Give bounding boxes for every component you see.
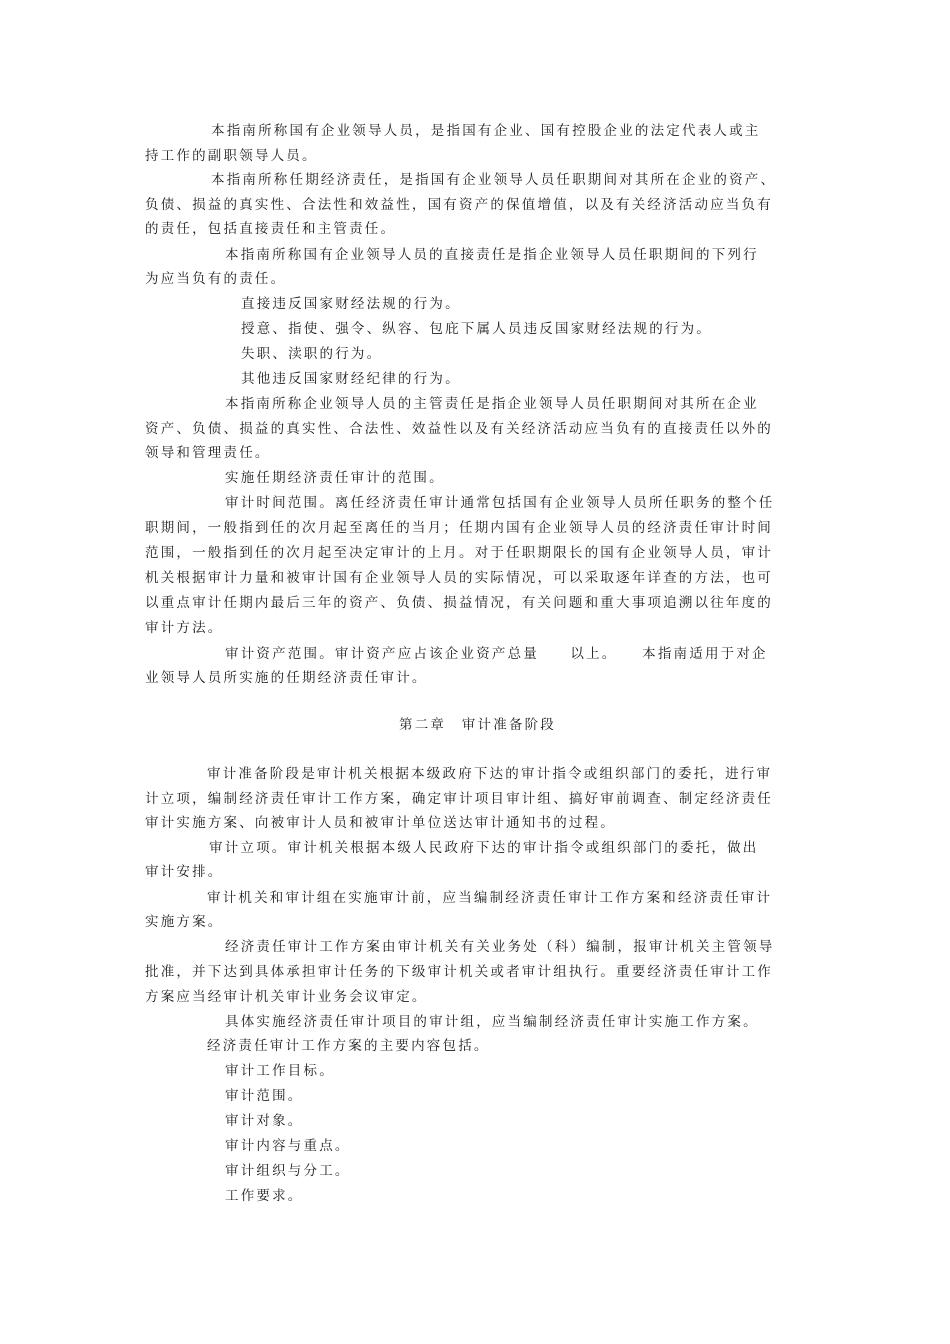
- text-line: 机关根据审计力量和被审计国有企业领导人员的实际情况，可以采取逐年详查的方法，也可: [145, 570, 773, 586]
- text-line: 审计时间范围。离任经济责任审计通常包括国有企业领导人员所任职务的整个任: [225, 495, 775, 511]
- text-line: 本指南所称国有企业领导人员的直接责任是指企业领导人员任职期间的下列行: [225, 247, 759, 263]
- text-line: 批准，并下达到具体承担审计任务的下级审计机关或者审计组执行。重要经济责任审计工作: [145, 964, 773, 980]
- text-line: 实施任期经济责任审计的范围。: [225, 470, 445, 486]
- text-line: 审计范围。: [225, 1088, 304, 1104]
- text-line: 本指南所称任期经济责任，是指国有企业领导人员任职期间对其所在企业的资产、: [211, 172, 777, 188]
- text-line: 职期间，一般指到任的次月起至离任的当月；任期内国有企业领导人员的经济责任审计时间: [145, 520, 773, 536]
- text-line: 审计安排。: [145, 864, 224, 880]
- text-line: 工作要求。: [225, 1188, 304, 1204]
- text-line: 审计方法。: [145, 620, 224, 636]
- text-line: 失职、渎职的行为。: [241, 346, 383, 362]
- text-line: 为应当负有的责任。: [145, 271, 287, 287]
- text-line: 授意、指使、强令、纵容、包庇下属人员违反国家财经法规的行为。: [241, 321, 712, 337]
- chapter-heading: 第二章 审计准备阶段: [399, 717, 556, 733]
- text-line: 其他违反国家财经纪律的行为。: [241, 371, 461, 387]
- text-line: 本指南所称国有企业领导人员，是指国有企业、国有控股企业的法定代表人或主: [211, 123, 761, 139]
- text-line: 审计机关和审计组在实施审计前，应当编制经济责任审计工作方案和经济责任审计: [207, 890, 773, 906]
- text-line: 业领导人员所实施的任期经济责任审计。: [145, 670, 428, 686]
- text-line: 审计对象。: [225, 1113, 304, 1129]
- text-line: 审计组织与分工。: [225, 1163, 351, 1179]
- text-line: 审计准备阶段是审计机关根据本级政府下达的审计指令或组织部门的委托，进行审: [207, 766, 773, 782]
- text-line: 的责任，包括直接责任和主管责任。: [145, 221, 397, 237]
- text-line: 审计立项。审计机关根据本级人民政府下达的审计指令或组织部门的委托，做出: [209, 840, 759, 856]
- text-line: 领导和管理责任。: [145, 445, 271, 461]
- text-line: 审计内容与重点。: [225, 1138, 351, 1154]
- text-line: 实施方案。: [145, 914, 224, 930]
- text-line: 经济责任审计工作方案的主要内容包括。: [207, 1038, 490, 1054]
- text-line: 范围，一般指到任的次月起至决定审计的上月。对于任职期限长的国有企业领导人员，审计: [145, 545, 773, 561]
- text-line: 持工作的副职领导人员。: [145, 148, 318, 164]
- text-line: 负债、损益的真实性、合法性和效益性，国有资产的保值增值，以及有关经济活动应当负有: [145, 197, 773, 213]
- text-line: 审计工作目标。: [225, 1063, 335, 1079]
- text-line: 本指南所称企业领导人员的主管责任是指企业领导人员任职期间对其所在企业: [225, 396, 759, 412]
- text-line: 审计资产范围。审计资产应占该企业资产总量 以上。 本指南适用于对企: [225, 646, 768, 662]
- text-line: 计立项，编制经济责任审计工作方案，确定审计项目审计组、搞好审前调查、制定经济责任: [145, 791, 773, 807]
- text-line: 资产、负债、损益的真实性、合法性、效益性以及有关经济活动应当负有的直接责任以外的: [145, 421, 773, 437]
- text-line: 方案应当经审计机关审计业务会议审定。: [145, 989, 428, 1005]
- text-line: 具体实施经济责任审计项目的审计组，应当编制经济责任审计实施工作方案。: [225, 1014, 759, 1030]
- text-line: 以重点审计任期内最后三年的资产、负债、损益情况，有关问题和重大事项追溯以往年度的: [145, 595, 773, 611]
- text-line: 直接违反国家财经法规的行为。: [241, 296, 461, 312]
- text-line: 审计实施方案、向被审计人员和被审计单位送达审计通知书的过程。: [145, 815, 616, 831]
- text-line: 经济责任审计工作方案由审计机关有关业务处（科）编制，报审计机关主管领导: [225, 939, 775, 955]
